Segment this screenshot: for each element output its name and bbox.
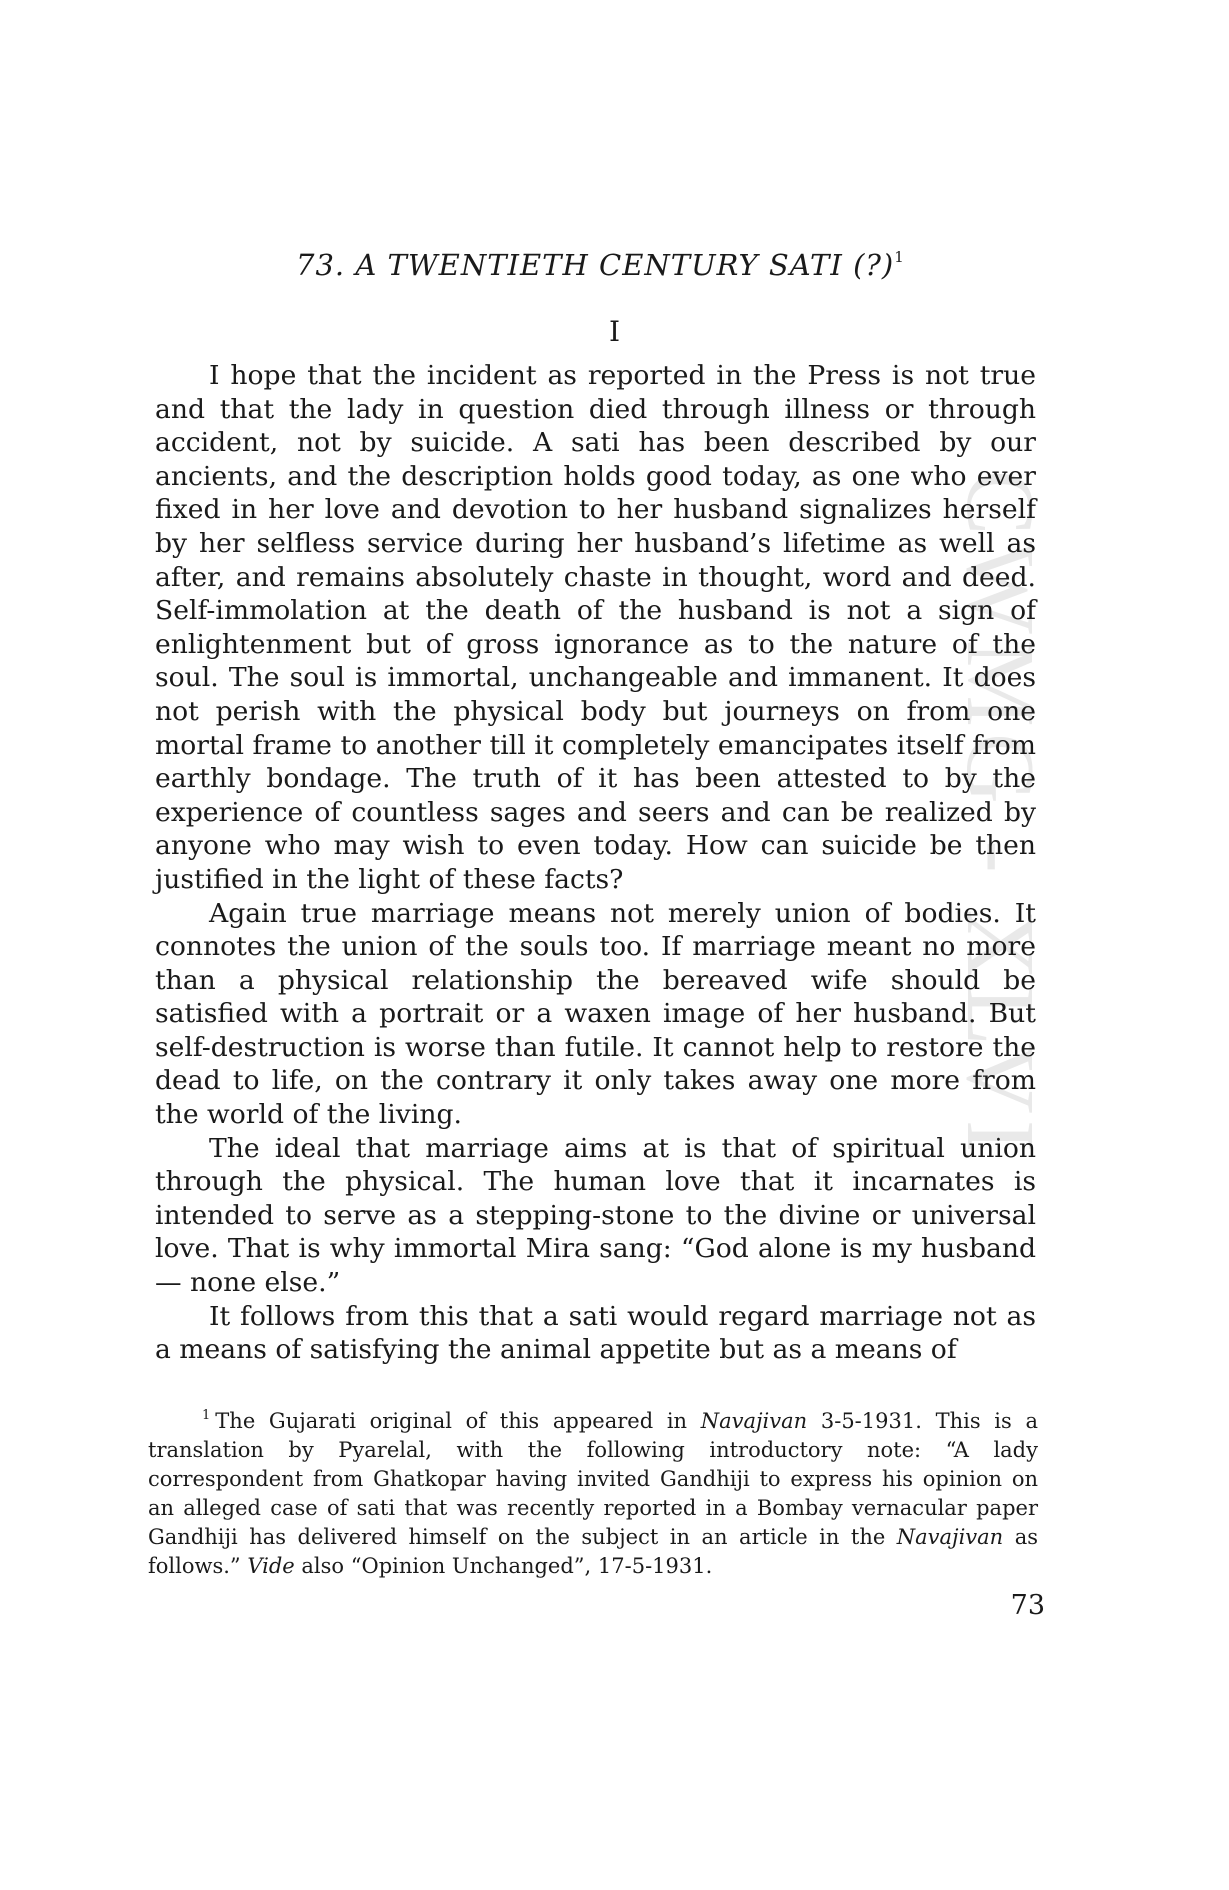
paragraph: I hope that the incident as reported in the Press is not true and that the lady in question died through illness or through accident, not by suicide. A sati has been described by our ancients, and the description holds good today, as one who ever fixed in her love and devotion to her husband signalizes herself by her selfless service during her husband’s lifetime as well as after, and remains absolutely chaste in thought, word and deed. Self-immolation at the death of the husband is not a sign of enlightenment but of gross ignorance as to the nature of the soul. The soul is immortal, unchangeable and immanent. It does not perish with the physical body but journeys on from one mortal frame to another till it completely emancipates itself from earthly bondage. The truth of it has been attested to by the experience of countless sages and seers and can be realized by anyone who may wish to even today. How can suicide be then justified in the light of these facts?: [155, 360, 1036, 895]
footnote-marker: 1: [202, 1408, 211, 1423]
title-footnote-marker: 1: [894, 248, 905, 266]
footnote-italic: Navajivan: [700, 1409, 808, 1433]
footnote-text: also “Opinion Unchanged”, 17-5-1931.: [294, 1554, 713, 1578]
footnote-text: The Gujarati original of this appeared in: [215, 1409, 701, 1433]
footnote-paragraph: [148, 1401, 1038, 1581]
part-number: I: [608, 315, 621, 348]
paragraph: The ideal that marriage aims at is that of spiritual union through the physical. The human love that it incarnates is intended to serve as a stepping-stone to the divine or universal love. That is why immortal Mira sang: “God alone is my husband — none else.”: [155, 1132, 1036, 1299]
footnote: [148, 1401, 1038, 1581]
paragraph: Again true marriage means not merely union of bodies. It connotes the union of the souls too. If marriage meant no more than a physical relationship the bereaved wife should be satisfied with a portrait or a waxen image of her husband. But self-destruction is worse than futile. It cannot help to restore the dead to life, on the contrary it only takes away one more from the world of the living.: [155, 897, 1036, 1131]
footnote-italic: Vide: [247, 1554, 295, 1578]
watermark: CWMG - XLVI: [946, 470, 1054, 1159]
footnote-italic: Navajivan: [896, 1525, 1004, 1549]
page-number: 73: [1010, 1590, 1045, 1621]
chapter-title: [296, 248, 905, 282]
paragraph: It follows from this that a sati would regard marriage not as a means of satisfying the animal appetite but as a means of: [155, 1300, 1036, 1366]
footnote-text: 3-5-1931. This is a translation by Pyarelal, with the following introductory note: “A lady correspondent from Ghatkopar having invited Gandhiji to express his opinion on an alleged case of sati that was recently reported in a Bombay vernacular paper Gandhiji has delivered himself on the subject in an article in the: [148, 1409, 1038, 1549]
body-text: [155, 359, 1036, 1367]
chapter-title-text: 73. A TWENTIETH CENTURY SATI (?): [296, 248, 895, 282]
footnote-text: as follows.”: [148, 1525, 1038, 1578]
